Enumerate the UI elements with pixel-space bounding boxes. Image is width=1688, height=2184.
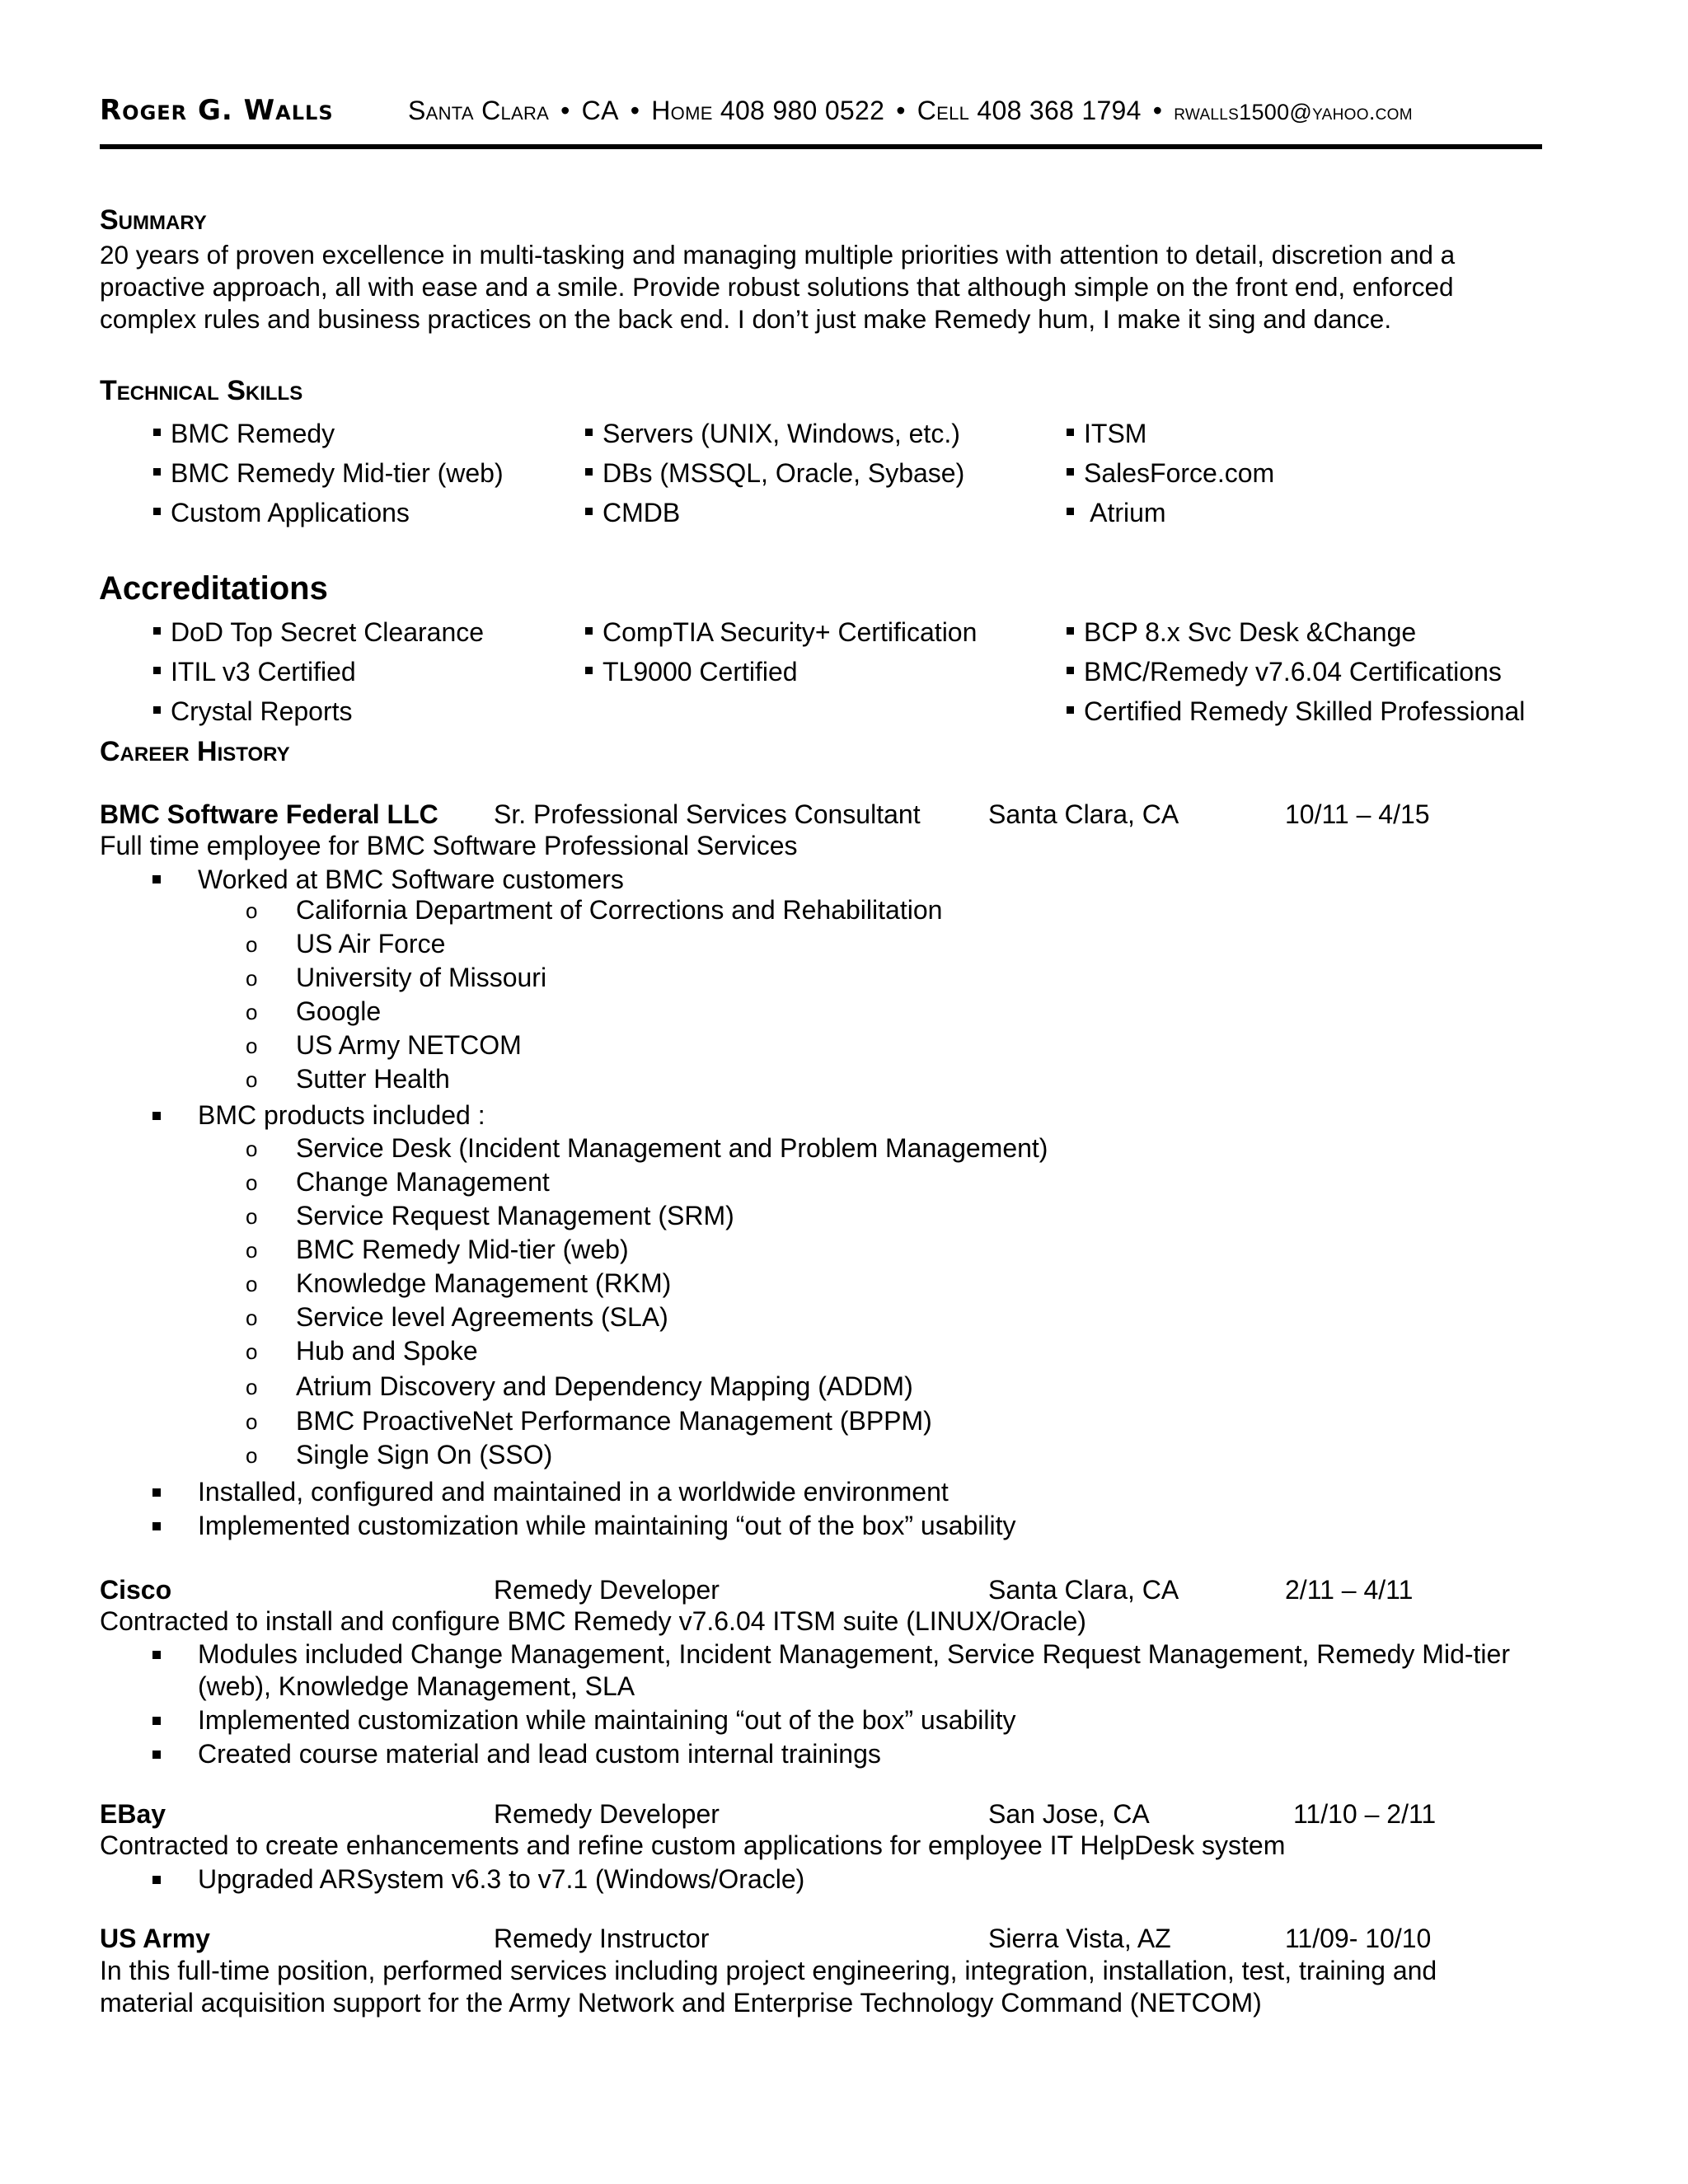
- square-bullet-icon: [153, 508, 161, 515]
- square-bullet-icon: [153, 468, 161, 476]
- skill-item: SalesForce.com: [1067, 458, 1274, 489]
- job-title: Remedy Developer: [494, 1575, 720, 1605]
- product-item: Service Desk (Incident Management and Problem Management): [296, 1133, 1048, 1163]
- product-item: Atrium Discovery and Dependency Mapping (ADDM): [296, 1371, 913, 1401]
- accreditation-item: BCP 8.x Svc Desk &Change: [1067, 617, 1416, 648]
- job-title: Sr. Professional Services Consultant: [494, 799, 921, 829]
- customer-item: US Air Force: [296, 929, 446, 958]
- circle-bullet-icon: o: [246, 1170, 258, 1195]
- separator: •: [630, 96, 640, 125]
- accreditation-item: TL9000 Certified: [585, 657, 798, 687]
- job-bullet: BMC products included :: [198, 1100, 485, 1130]
- square-bullet-icon: [152, 1488, 161, 1497]
- product-item: BMC ProactiveNet Performance Management (BPPM): [296, 1406, 932, 1436]
- header-rule: [100, 144, 1542, 149]
- technical-skills-heading: Technical Skills: [100, 375, 303, 406]
- customer-item: California Department of Corrections and Rehabilitation: [296, 895, 943, 925]
- customer-item: University of Missouri: [296, 963, 547, 992]
- contact-line: [408, 96, 1413, 126]
- job-bullet: Upgraded ARSystem v6.3 to v7.1 (Windows/Oracle): [198, 1864, 805, 1894]
- product-item: Knowledge Management (RKM): [296, 1268, 672, 1298]
- skill-item: Atrium: [1067, 498, 1166, 528]
- accreditation-item: ITIL v3 Certified: [153, 657, 356, 687]
- square-bullet-icon: [585, 429, 593, 436]
- circle-bullet-icon: o: [246, 932, 258, 957]
- square-bullet-icon: [1067, 429, 1074, 436]
- job-dates: 11/09- 10/10: [1285, 1924, 1432, 1953]
- square-bullet-icon: [152, 1522, 161, 1530]
- career-history-heading: Career History: [100, 736, 290, 767]
- square-bullet-icon: [152, 1112, 161, 1120]
- circle-bullet-icon: o: [246, 1409, 258, 1434]
- circle-bullet-icon: o: [246, 1204, 258, 1229]
- separator: •: [560, 96, 570, 125]
- summary-heading: Summary: [100, 204, 207, 236]
- summary-line: complex rules and business practices on the back end. I don’t just make Remedy hum, I make it sing and dance.: [100, 304, 1392, 334]
- separator: •: [1152, 96, 1163, 125]
- job-bullet-continued: (web), Knowledge Management, SLA: [198, 1671, 635, 1701]
- circle-bullet-icon: o: [246, 1375, 258, 1399]
- job-bullet: Modules included Change Management, Incident Management, Service Request Management, Remedy Mid-tier: [198, 1639, 1510, 1669]
- job-bullet: Created course material and lead custom internal trainings: [198, 1739, 881, 1769]
- skill-item: ITSM: [1067, 419, 1146, 449]
- product-item: BMC Remedy Mid-tier (web): [296, 1235, 629, 1264]
- separator: •: [896, 96, 906, 125]
- summary-line: proactive approach, all with ease and a smile. Provide robust solutions that although simple on the front end, enforced: [100, 272, 1454, 302]
- job-dates: 10/11 – 4/15: [1285, 799, 1430, 829]
- accreditations-heading: Accreditations: [99, 570, 328, 607]
- circle-bullet-icon: o: [246, 898, 258, 923]
- customer-item: US Army NETCOM: [296, 1030, 522, 1060]
- job-summary: material acquisition support for the Army Network and Enterprise Technology Command (NETCOM): [100, 1988, 1262, 2018]
- product-item: Service Request Management (SRM): [296, 1201, 734, 1230]
- job-summary: In this full-time position, performed services including project engineering, integration, installation, test, training and: [100, 1956, 1437, 1985]
- job-summary: Full time employee for BMC Software Professional Services: [100, 831, 798, 860]
- job-title: Remedy Instructor: [494, 1924, 710, 1953]
- job-location: Santa Clara, CA: [988, 799, 1179, 829]
- job-bullet: Installed, configured and maintained in a worldwide environment: [198, 1477, 949, 1507]
- job-bullet: Implemented customization while maintaining “out of the box” usability: [198, 1705, 1016, 1735]
- square-bullet-icon: [152, 1876, 161, 1884]
- contact-home-phone: Home 408 980 0522: [651, 96, 885, 125]
- contact-cell-phone: Cell 408 368 1794: [917, 96, 1142, 125]
- skill-item: CMDB: [585, 498, 680, 528]
- skill-item: Servers (UNIX, Windows, etc.): [585, 419, 960, 449]
- customer-item: Google: [296, 996, 382, 1026]
- job-location: San Jose, CA: [988, 1799, 1150, 1829]
- square-bullet-icon: [153, 706, 161, 714]
- square-bullet-icon: [1067, 706, 1074, 714]
- accreditation-item: Crystal Reports: [153, 696, 353, 727]
- circle-bullet-icon: o: [246, 1305, 258, 1330]
- candidate-name: Roger G. Walls: [100, 94, 334, 127]
- square-bullet-icon: [1067, 508, 1074, 515]
- job-summary: Contracted to create enhancements and refine custom applications for employee IT HelpDesk system: [100, 1830, 1286, 1860]
- square-bullet-icon: [585, 508, 593, 515]
- circle-bullet-icon: o: [246, 1000, 258, 1024]
- square-bullet-icon: [152, 1651, 161, 1659]
- accreditation-item: DoD Top Secret Clearance: [153, 617, 484, 648]
- circle-bullet-icon: o: [246, 966, 258, 991]
- job-company: EBay: [100, 1799, 166, 1829]
- square-bullet-icon: [152, 1750, 161, 1759]
- job-company: Cisco: [100, 1575, 172, 1605]
- accreditation-item: BMC/Remedy v7.6.04 Certifications: [1067, 657, 1502, 687]
- square-bullet-icon: [585, 468, 593, 476]
- square-bullet-icon: [152, 1717, 161, 1725]
- job-dates: 11/10 – 2/11: [1293, 1799, 1437, 1829]
- accreditation-item: Certified Remedy Skilled Professional: [1067, 696, 1525, 727]
- contact-email[interactable]: rwalls1500@yahoo.com: [1174, 100, 1413, 124]
- circle-bullet-icon: o: [246, 1067, 258, 1092]
- job-bullet: Worked at BMC Software customers: [198, 865, 624, 894]
- skill-item: DBs (MSSQL, Oracle, Sybase): [585, 458, 964, 489]
- square-bullet-icon: [585, 667, 593, 674]
- customer-item: Sutter Health: [296, 1064, 450, 1094]
- product-item: Change Management: [296, 1167, 550, 1197]
- job-location: Sierra Vista, AZ: [988, 1924, 1171, 1953]
- job-summary: Contracted to install and configure BMC Remedy v7.6.04 ITSM suite (LINUX/Oracle): [100, 1606, 1086, 1636]
- job-bullet: Implemented customization while maintaining “out of the box” usability: [198, 1511, 1016, 1540]
- product-item: Hub and Spoke: [296, 1336, 478, 1366]
- square-bullet-icon: [1067, 468, 1074, 476]
- circle-bullet-icon: o: [246, 1272, 258, 1296]
- contact-city: Santa Clara: [408, 96, 550, 125]
- skill-item: Custom Applications: [153, 498, 410, 528]
- circle-bullet-icon: o: [246, 1238, 258, 1263]
- skill-item: BMC Remedy: [153, 419, 335, 449]
- product-item: Service level Agreements (SLA): [296, 1302, 668, 1332]
- circle-bullet-icon: o: [246, 1339, 258, 1364]
- job-company: US Army: [100, 1924, 210, 1953]
- square-bullet-icon: [1067, 667, 1074, 674]
- contact-state: CA: [581, 96, 619, 125]
- circle-bullet-icon: o: [246, 1443, 258, 1468]
- summary-line: 20 years of proven excellence in multi-tasking and managing multiple priorities with attention to detail, discretion and a: [100, 240, 1456, 269]
- circle-bullet-icon: o: [246, 1033, 258, 1058]
- square-bullet-icon: [152, 875, 161, 883]
- square-bullet-icon: [153, 429, 161, 436]
- square-bullet-icon: [585, 627, 593, 635]
- skill-item: BMC Remedy Mid-tier (web): [153, 458, 504, 489]
- square-bullet-icon: [153, 667, 161, 674]
- job-title: Remedy Developer: [494, 1799, 720, 1829]
- square-bullet-icon: [153, 627, 161, 635]
- product-item: Single Sign On (SSO): [296, 1440, 553, 1469]
- accreditation-item: CompTIA Security+ Certification: [585, 617, 977, 648]
- circle-bullet-icon: o: [246, 1137, 258, 1161]
- job-company: BMC Software Federal LLC: [100, 799, 438, 829]
- job-dates: 2/11 – 4/11: [1285, 1575, 1414, 1605]
- job-location: Santa Clara, CA: [988, 1575, 1179, 1605]
- square-bullet-icon: [1067, 627, 1074, 635]
